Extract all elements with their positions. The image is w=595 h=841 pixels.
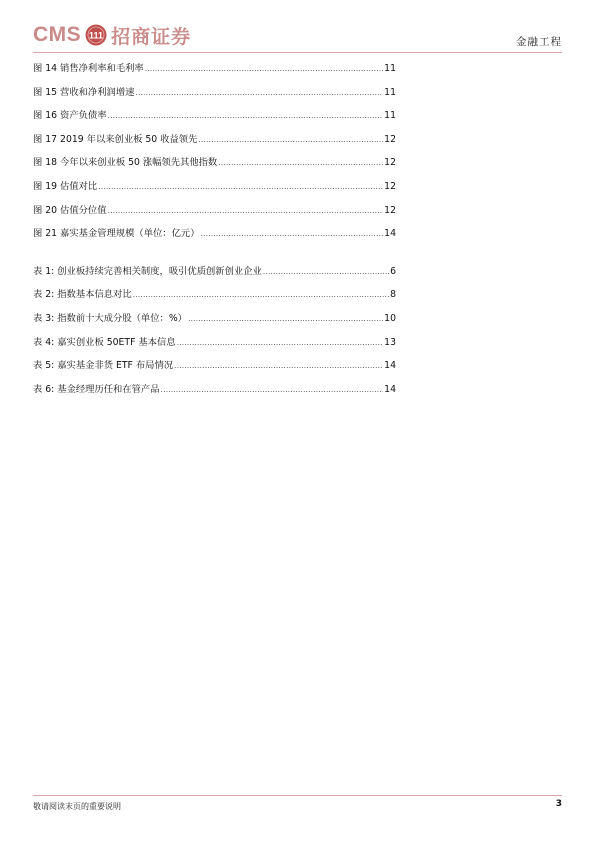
toc-entry-figure-21[interactable] [33, 227, 396, 251]
toc-entry-figure-18[interactable] [33, 156, 396, 180]
toc-entry-label: 表 5: 嘉实基金非货 ETF 布局情况 [33, 360, 174, 372]
table-list [33, 265, 396, 407]
toc-page-number: 8 [390, 289, 396, 301]
toc-page-number: 12 [384, 157, 396, 169]
toc-entry-figure-20[interactable] [33, 204, 396, 228]
table-of-contents [33, 62, 396, 406]
toc-page-number: 14 [384, 360, 396, 372]
logo-badge-text: 111 [89, 30, 104, 41]
section-title: 金融工程 [516, 36, 562, 48]
toc-entry-figure-16[interactable] [33, 109, 396, 133]
toc-entry-label: 图 21 嘉实基金管理规模（单位：亿元） [33, 228, 200, 240]
toc-entry-table-5[interactable] [33, 359, 396, 383]
toc-entry-figure-15[interactable] [33, 86, 396, 110]
toc-page-number: 13 [384, 336, 396, 348]
toc-leader-dots [201, 227, 384, 241]
toc-page-number: 12 [384, 133, 396, 145]
toc-leader-dots [263, 265, 389, 279]
toc-entry-label: 图 18 今年以来创业板 50 涨幅领先其他指数 [33, 157, 218, 169]
footer-divider [33, 795, 562, 796]
logo-chinese-text: 招商证券 [111, 25, 192, 48]
cms-badge-icon [85, 24, 107, 46]
toc-page-number: 11 [384, 63, 396, 74]
toc-leader-dots [133, 288, 389, 302]
toc-leader-dots [188, 312, 383, 326]
toc-leader-dots [174, 359, 383, 373]
toc-entry-label: 图 14 销售净利率和毛利率 [33, 63, 144, 74]
toc-page-number: 14 [384, 383, 396, 395]
toc-leader-dots [198, 133, 383, 147]
toc-entry-table-2[interactable] [33, 288, 396, 312]
toc-leader-dots [135, 86, 383, 100]
toc-entry-label: 图 20 估值分位值 [33, 204, 107, 216]
toc-entry-table-6[interactable] [33, 383, 396, 407]
toc-entry-label: 表 1: 创业板持续完善相关制度，吸引优质创新创业企业 [33, 265, 262, 277]
toc-entry-label: 图 15 营收和净利润增速 [33, 86, 135, 98]
page-number: 3 [555, 799, 562, 809]
toc-page-number: 10 [384, 312, 396, 324]
footer-disclaimer: 敬请阅读末页的重要说明 [33, 802, 121, 811]
toc-page-number: 11 [384, 110, 396, 122]
toc-entry-label: 图 17 2019 年以来创业板 50 收益领先 [33, 133, 198, 145]
figure-list [33, 62, 396, 251]
cms-logo [33, 22, 191, 48]
toc-leader-dots [218, 156, 383, 170]
toc-page-number: 12 [384, 204, 396, 216]
toc-entry-label: 表 3: 指数前十大成分股（单位：%） [33, 312, 187, 324]
toc-section-gap [33, 251, 396, 265]
toc-leader-dots [98, 180, 383, 194]
page-header [0, 0, 595, 60]
header-divider [33, 52, 562, 53]
toc-page-number: 14 [384, 228, 396, 240]
toc-entry-label: 图 19 估值对比 [33, 180, 98, 192]
toc-page-number: 6 [390, 265, 396, 277]
toc-entry-figure-17[interactable] [33, 133, 396, 157]
toc-entry-label: 表 2: 指数基本信息对比 [33, 289, 132, 301]
toc-page-number: 12 [384, 180, 396, 192]
toc-leader-dots [145, 62, 383, 76]
toc-entry-label: 表 6: 基金经理历任和在管产品 [33, 383, 160, 395]
toc-entry-table-1[interactable] [33, 265, 396, 289]
toc-leader-dots [177, 336, 384, 350]
toc-entry-label: 表 4: 嘉实创业板 50ETF 基本信息 [33, 336, 176, 348]
toc-leader-dots [108, 109, 384, 123]
toc-entry-figure-19[interactable] [33, 180, 396, 204]
toc-leader-dots [108, 204, 384, 218]
toc-entry-table-3[interactable] [33, 312, 396, 336]
toc-entry-figure-14[interactable] [33, 62, 396, 86]
toc-page-number: 11 [384, 86, 396, 98]
toc-entry-table-4[interactable] [33, 336, 396, 360]
toc-entry-label: 图 16 资产负债率 [33, 110, 107, 122]
logo-latin-text: CMS [33, 23, 82, 46]
toc-leader-dots [161, 383, 384, 397]
